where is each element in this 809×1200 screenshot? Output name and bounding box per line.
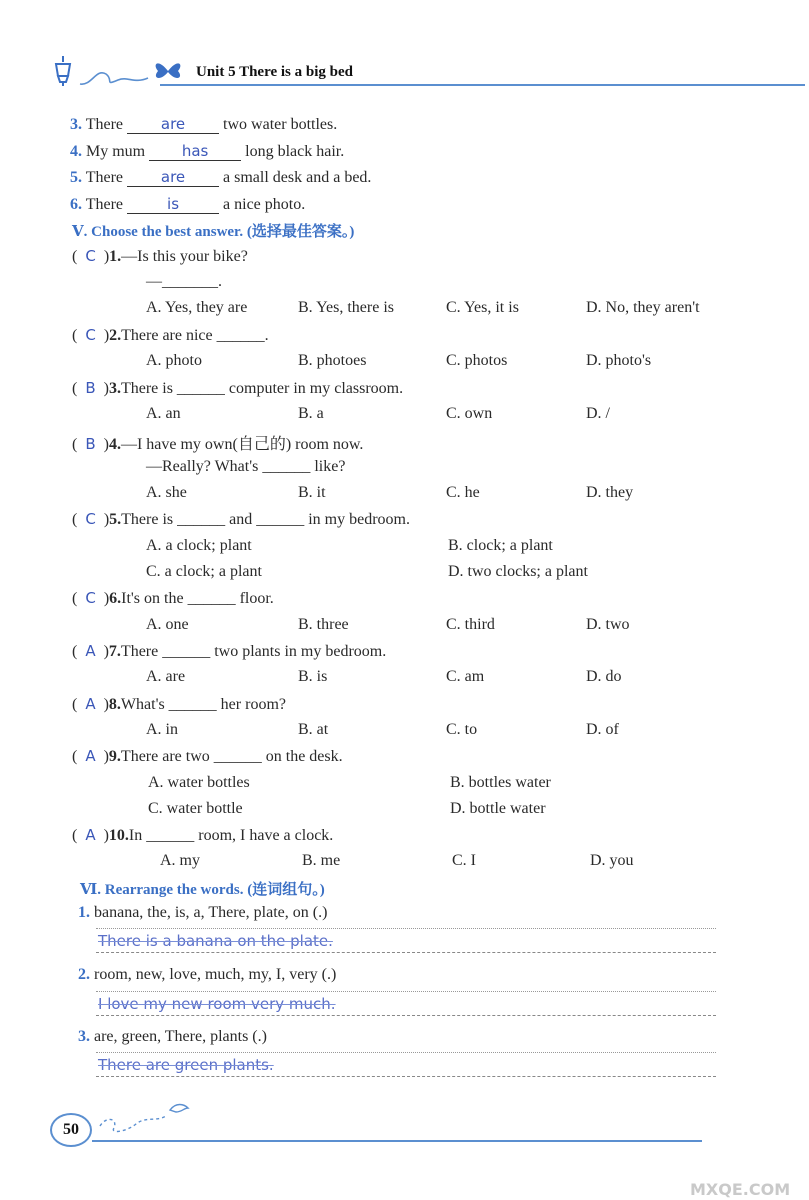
question-8: ( A )8.What's ______ her room? xyxy=(72,695,286,713)
option-a: A. a clock; plant xyxy=(146,537,252,554)
option-a: A. my xyxy=(160,852,200,869)
writing-line xyxy=(96,952,716,953)
answer-mark: B xyxy=(85,379,96,397)
answer-mark: C xyxy=(85,326,96,344)
option-d: D. they xyxy=(586,484,634,501)
question-7: ( A )7.There ______ two plants in my bedroom. xyxy=(72,642,387,660)
rearrange-item: 1. banana, the, is, a, There, plate, on (.) xyxy=(78,904,328,921)
page-number: 50 xyxy=(50,1113,92,1147)
option-b: B. clock; a plant xyxy=(448,537,553,554)
lamp-icon xyxy=(50,54,76,88)
option-a: A. photo xyxy=(146,352,202,369)
writing-line xyxy=(96,928,716,929)
option-d: D. bottle water xyxy=(450,800,546,817)
option-a: A. Yes, they are xyxy=(146,299,248,316)
answer-mark: A xyxy=(85,826,96,844)
option-b: B. it xyxy=(298,484,326,501)
answer-mark: A xyxy=(85,642,96,660)
question-6: ( C )6.It's on the ______ floor. xyxy=(72,589,274,607)
option-b: B. photoes xyxy=(298,352,367,369)
option-a: A. are xyxy=(146,668,186,685)
option-b: B. at xyxy=(298,721,329,738)
option-b: B. is xyxy=(298,668,328,685)
option-a: A. in xyxy=(146,721,178,738)
option-d: D. of xyxy=(586,721,619,738)
option-c: C. he xyxy=(446,484,480,501)
question-10: ( A )10.In ______ room, I have a clock. xyxy=(72,826,334,844)
fill-blank-item: 6. There is a nice photo. xyxy=(70,195,306,213)
option-d: D. two clocks; a plant xyxy=(448,563,588,580)
footer-rule xyxy=(92,1140,702,1142)
option-d: D. two xyxy=(586,616,630,633)
option-d: D. photo's xyxy=(586,352,652,369)
answer-blank: has xyxy=(149,142,241,161)
option-a: A. one xyxy=(146,616,189,633)
rearrange-item: 2. room, new, love, much, my, I, very (.) xyxy=(78,966,337,983)
watermark-text: MXQE.COM xyxy=(690,1180,791,1199)
option-c: C. I xyxy=(452,852,476,869)
question-line: —_______. xyxy=(146,273,222,290)
question-3: ( B )3.There is ______ computer in my classroom. xyxy=(72,379,404,397)
unit-title: Unit 5 There is a big bed xyxy=(196,64,353,80)
answer-blank: are xyxy=(127,115,219,134)
option-a: A. water bottles xyxy=(148,774,250,791)
option-c: C. to xyxy=(446,721,478,738)
option-b: B. Yes, there is xyxy=(298,299,395,316)
writing-line xyxy=(96,1076,716,1077)
fill-blank-item: 4. My mum has long black hair. xyxy=(70,142,345,160)
answer-blank: is xyxy=(127,195,219,214)
option-b: B. bottles water xyxy=(450,774,551,791)
butterfly-icon xyxy=(152,58,184,84)
option-c: C. a clock; a plant xyxy=(146,563,262,580)
swirl-decoration-icon xyxy=(78,62,158,88)
option-d: D. No, they aren't xyxy=(586,299,700,316)
handwritten-answer: I love my new room very much. xyxy=(98,995,336,1013)
option-b: B. three xyxy=(298,616,349,633)
option-c: C. am xyxy=(446,668,485,685)
handwritten-answer: There is a banana on the plate. xyxy=(98,932,333,950)
writing-line xyxy=(96,1015,716,1016)
fill-blank-item: 5. There are a small desk and a bed. xyxy=(70,168,372,186)
option-d: D. you xyxy=(590,852,634,869)
answer-blank: are xyxy=(127,168,219,187)
section-v-heading: Ⅴ. Choose the best answer. (选择最佳答案。) xyxy=(72,224,355,240)
section-vi-heading: Ⅵ. Rearrange the words. (连词组句。) xyxy=(80,882,325,898)
option-a: A. she xyxy=(146,484,187,501)
handwritten-answer: There are green plants. xyxy=(98,1056,274,1074)
answer-mark: A xyxy=(85,695,96,713)
answer-mark: B xyxy=(85,435,96,453)
writing-line xyxy=(96,991,716,992)
question-2: ( C )2.There are nice ______. xyxy=(72,326,269,344)
rearrange-item: 3. are, green, There, plants (.) xyxy=(78,1028,267,1045)
question-5: ( C )5.There is ______ and ______ in my bedroom. xyxy=(72,510,410,528)
option-d: D. do xyxy=(586,668,622,685)
option-c: C. water bottle xyxy=(148,800,243,817)
answer-mark: A xyxy=(85,747,96,765)
header-rule xyxy=(160,84,805,86)
option-c: C. photos xyxy=(446,352,508,369)
answer-mark: C xyxy=(85,589,96,607)
answer-mark: C xyxy=(85,247,96,265)
bird-swirl-icon xyxy=(96,1096,196,1136)
question-4: ( B )4.—I have my own(自己的) room now. xyxy=(72,435,364,453)
answer-mark: C xyxy=(85,510,96,528)
question-1: ( C )1.—Is this your bike? xyxy=(72,247,248,265)
question-line: —Really? What's ______ like? xyxy=(146,458,346,475)
question-9: ( A )9.There are two ______ on the desk. xyxy=(72,747,343,765)
option-b: B. a xyxy=(298,405,324,422)
writing-line xyxy=(96,1052,716,1053)
option-c: C. own xyxy=(446,405,493,422)
option-a: A. an xyxy=(146,405,181,422)
option-b: B. me xyxy=(302,852,341,869)
option-d: D. / xyxy=(586,405,610,422)
option-c: C. third xyxy=(446,616,495,633)
option-c: C. Yes, it is xyxy=(446,299,519,316)
fill-blank-item: 3. There are two water bottles. xyxy=(70,115,338,133)
